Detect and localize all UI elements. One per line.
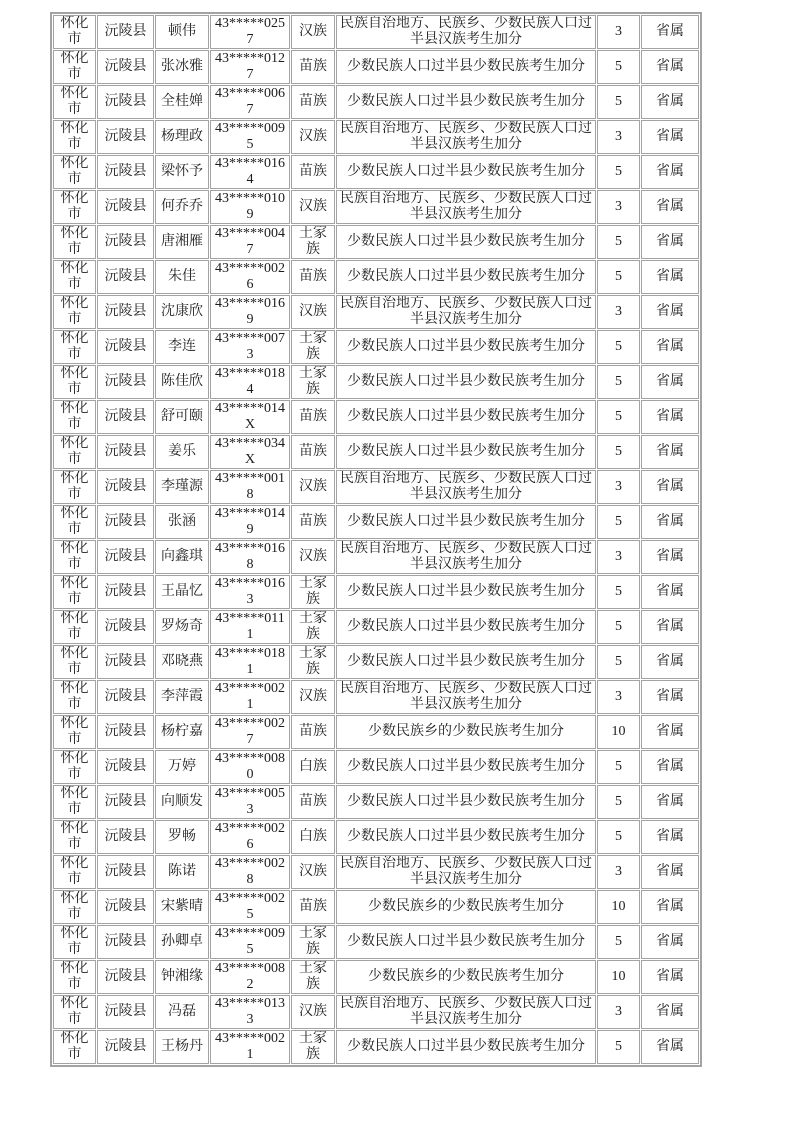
cell-city: 怀化市 [53, 365, 96, 399]
cell-student-name: 王晶忆 [155, 575, 209, 609]
cell-student-name: 孙卿卓 [155, 925, 209, 959]
cell-county: 沅陵县 [97, 855, 154, 889]
cell-ethnicity: 汉族 [291, 15, 335, 49]
cell-id-number: 43*****0021 [210, 1030, 290, 1064]
cell-bonus-points: 5 [597, 155, 640, 189]
cell-id-number: 43*****014X [210, 400, 290, 434]
cell-city: 怀化市 [53, 120, 96, 154]
table-row [53, 225, 699, 259]
cell-bonus-points: 3 [597, 680, 640, 714]
cell-student-name: 何乔乔 [155, 190, 209, 224]
cell-ethnicity: 土家族 [291, 330, 335, 364]
cell-student-name: 罗炀奇 [155, 610, 209, 644]
cell-bonus-reason: 少数民族人口过半县少数民族考生加分 [336, 1030, 596, 1064]
cell-county: 沅陵县 [97, 15, 154, 49]
cell-student-name: 罗畅 [155, 820, 209, 854]
cell-bonus-points: 5 [597, 50, 640, 84]
cell-city: 怀化市 [53, 15, 96, 49]
table-row [53, 120, 699, 154]
cell-bonus-points: 10 [597, 715, 640, 749]
cell-county: 沅陵县 [97, 1030, 154, 1064]
cell-bonus-points: 3 [597, 190, 640, 224]
cell-student-name: 唐湘雁 [155, 225, 209, 259]
cell-county: 沅陵县 [97, 575, 154, 609]
cell-affiliation: 省属 [641, 50, 699, 84]
cell-id-number: 43*****0169 [210, 295, 290, 329]
table-row [53, 155, 699, 189]
cell-ethnicity: 苗族 [291, 890, 335, 924]
cell-bonus-reason: 民族自治地方、民族乡、少数民族人口过半县汉族考生加分 [336, 190, 596, 224]
cell-bonus-points: 5 [597, 85, 640, 119]
cell-bonus-reason: 民族自治地方、民族乡、少数民族人口过半县汉族考生加分 [336, 470, 596, 504]
bonus-points-table [50, 12, 702, 1067]
cell-student-name: 李连 [155, 330, 209, 364]
cell-county: 沅陵县 [97, 540, 154, 574]
cell-affiliation: 省属 [641, 575, 699, 609]
cell-affiliation: 省属 [641, 225, 699, 259]
cell-city: 怀化市 [53, 50, 96, 84]
cell-bonus-reason: 少数民族人口过半县少数民族考生加分 [336, 575, 596, 609]
cell-student-name: 杨理政 [155, 120, 209, 154]
cell-id-number: 43*****0082 [210, 960, 290, 994]
cell-affiliation: 省属 [641, 295, 699, 329]
cell-id-number: 43*****0053 [210, 785, 290, 819]
cell-bonus-reason: 民族自治地方、民族乡、少数民族人口过半县汉族考生加分 [336, 995, 596, 1029]
table-row [53, 15, 699, 49]
cell-affiliation: 省属 [641, 785, 699, 819]
cell-student-name: 李瑾源 [155, 470, 209, 504]
cell-student-name: 梁怀予 [155, 155, 209, 189]
table-row [53, 610, 699, 644]
cell-bonus-reason: 民族自治地方、民族乡、少数民族人口过半县汉族考生加分 [336, 15, 596, 49]
table-row [53, 470, 699, 504]
cell-affiliation: 省属 [641, 855, 699, 889]
cell-bonus-reason: 少数民族人口过半县少数民族考生加分 [336, 330, 596, 364]
cell-ethnicity: 苗族 [291, 50, 335, 84]
cell-city: 怀化市 [53, 435, 96, 469]
cell-student-name: 沈康欣 [155, 295, 209, 329]
cell-student-name: 张涵 [155, 505, 209, 539]
cell-student-name: 姜乐 [155, 435, 209, 469]
table-row [53, 260, 699, 294]
cell-county: 沅陵县 [97, 750, 154, 784]
cell-bonus-reason: 少数民族人口过半县少数民族考生加分 [336, 645, 596, 679]
cell-id-number: 43*****0149 [210, 505, 290, 539]
cell-student-name: 王杨丹 [155, 1030, 209, 1064]
cell-city: 怀化市 [53, 785, 96, 819]
cell-bonus-points: 5 [597, 225, 640, 259]
cell-county: 沅陵县 [97, 435, 154, 469]
cell-bonus-reason: 少数民族人口过半县少数民族考生加分 [336, 155, 596, 189]
cell-bonus-reason: 少数民族人口过半县少数民族考生加分 [336, 925, 596, 959]
cell-ethnicity: 土家族 [291, 225, 335, 259]
cell-city: 怀化市 [53, 645, 96, 679]
cell-county: 沅陵县 [97, 960, 154, 994]
cell-ethnicity: 土家族 [291, 1030, 335, 1064]
cell-bonus-points: 5 [597, 575, 640, 609]
cell-county: 沅陵县 [97, 225, 154, 259]
cell-bonus-points: 5 [597, 750, 640, 784]
cell-bonus-points: 5 [597, 925, 640, 959]
table-row [53, 400, 699, 434]
cell-id-number: 43*****0164 [210, 155, 290, 189]
cell-ethnicity: 苗族 [291, 85, 335, 119]
table-row [53, 750, 699, 784]
cell-county: 沅陵县 [97, 820, 154, 854]
cell-bonus-points: 3 [597, 855, 640, 889]
cell-bonus-reason: 少数民族人口过半县少数民族考生加分 [336, 260, 596, 294]
cell-ethnicity: 白族 [291, 820, 335, 854]
cell-id-number: 43*****0095 [210, 120, 290, 154]
cell-id-number: 43*****0095 [210, 925, 290, 959]
table-row [53, 925, 699, 959]
cell-bonus-reason: 少数民族人口过半县少数民族考生加分 [336, 820, 596, 854]
cell-affiliation: 省属 [641, 680, 699, 714]
table-row [53, 575, 699, 609]
cell-ethnicity: 汉族 [291, 295, 335, 329]
cell-city: 怀化市 [53, 505, 96, 539]
cell-bonus-reason: 少数民族人口过半县少数民族考生加分 [336, 400, 596, 434]
cell-id-number: 43*****0184 [210, 365, 290, 399]
cell-id-number: 43*****0257 [210, 15, 290, 49]
cell-ethnicity: 汉族 [291, 540, 335, 574]
cell-ethnicity: 苗族 [291, 505, 335, 539]
cell-affiliation: 省属 [641, 435, 699, 469]
cell-bonus-reason: 少数民族人口过半县少数民族考生加分 [336, 610, 596, 644]
cell-city: 怀化市 [53, 575, 96, 609]
cell-ethnicity: 汉族 [291, 855, 335, 889]
cell-affiliation: 省属 [641, 820, 699, 854]
cell-student-name: 全桂婵 [155, 85, 209, 119]
cell-city: 怀化市 [53, 960, 96, 994]
table-row [53, 680, 699, 714]
cell-id-number: 43*****0127 [210, 50, 290, 84]
cell-bonus-points: 5 [597, 260, 640, 294]
cell-city: 怀化市 [53, 260, 96, 294]
cell-bonus-reason: 民族自治地方、民族乡、少数民族人口过半县汉族考生加分 [336, 680, 596, 714]
cell-bonus-points: 5 [597, 365, 640, 399]
table-row [53, 330, 699, 364]
cell-student-name: 张冰雅 [155, 50, 209, 84]
cell-bonus-points: 10 [597, 960, 640, 994]
cell-id-number: 43*****0163 [210, 575, 290, 609]
cell-id-number: 43*****0133 [210, 995, 290, 1029]
cell-affiliation: 省属 [641, 470, 699, 504]
cell-county: 沅陵县 [97, 610, 154, 644]
cell-student-name: 向鑫琪 [155, 540, 209, 574]
cell-bonus-points: 3 [597, 295, 640, 329]
cell-city: 怀化市 [53, 995, 96, 1029]
cell-county: 沅陵县 [97, 680, 154, 714]
cell-county: 沅陵县 [97, 505, 154, 539]
cell-city: 怀化市 [53, 330, 96, 364]
cell-county: 沅陵县 [97, 890, 154, 924]
cell-county: 沅陵县 [97, 260, 154, 294]
cell-county: 沅陵县 [97, 190, 154, 224]
cell-ethnicity: 土家族 [291, 365, 335, 399]
cell-city: 怀化市 [53, 470, 96, 504]
cell-student-name: 冯磊 [155, 995, 209, 1029]
cell-county: 沅陵县 [97, 995, 154, 1029]
cell-affiliation: 省属 [641, 365, 699, 399]
cell-affiliation: 省属 [641, 750, 699, 784]
cell-ethnicity: 土家族 [291, 645, 335, 679]
cell-id-number: 43*****0073 [210, 330, 290, 364]
cell-id-number: 43*****0080 [210, 750, 290, 784]
cell-student-name: 宋紫晴 [155, 890, 209, 924]
table-row [53, 190, 699, 224]
bonus-points-table-body [53, 15, 699, 1064]
cell-city: 怀化市 [53, 400, 96, 434]
cell-affiliation: 省属 [641, 715, 699, 749]
cell-city: 怀化市 [53, 85, 96, 119]
cell-bonus-points: 5 [597, 330, 640, 364]
cell-city: 怀化市 [53, 855, 96, 889]
cell-city: 怀化市 [53, 820, 96, 854]
cell-student-name: 朱佳 [155, 260, 209, 294]
cell-id-number: 43*****0168 [210, 540, 290, 574]
table-row [53, 365, 699, 399]
cell-bonus-points: 3 [597, 995, 640, 1029]
cell-student-name: 钟湘缘 [155, 960, 209, 994]
cell-student-name: 舒可颐 [155, 400, 209, 434]
cell-bonus-points: 5 [597, 610, 640, 644]
cell-bonus-points: 5 [597, 435, 640, 469]
cell-id-number: 43*****0021 [210, 680, 290, 714]
cell-affiliation: 省属 [641, 1030, 699, 1064]
cell-bonus-points: 5 [597, 505, 640, 539]
table-row [53, 960, 699, 994]
table-row [53, 540, 699, 574]
cell-affiliation: 省属 [641, 925, 699, 959]
cell-county: 沅陵县 [97, 785, 154, 819]
cell-county: 沅陵县 [97, 50, 154, 84]
cell-affiliation: 省属 [641, 995, 699, 1029]
table-row [53, 435, 699, 469]
cell-city: 怀化市 [53, 190, 96, 224]
cell-ethnicity: 苗族 [291, 155, 335, 189]
cell-affiliation: 省属 [641, 540, 699, 574]
table-row [53, 295, 699, 329]
cell-bonus-reason: 少数民族人口过半县少数民族考生加分 [336, 50, 596, 84]
cell-county: 沅陵县 [97, 155, 154, 189]
cell-bonus-points: 5 [597, 1030, 640, 1064]
table-row [53, 995, 699, 1029]
cell-bonus-reason: 少数民族乡的少数民族考生加分 [336, 715, 596, 749]
cell-bonus-points: 3 [597, 15, 640, 49]
cell-bonus-reason: 民族自治地方、民族乡、少数民族人口过半县汉族考生加分 [336, 295, 596, 329]
cell-id-number: 43*****0067 [210, 85, 290, 119]
cell-ethnicity: 汉族 [291, 120, 335, 154]
cell-affiliation: 省属 [641, 260, 699, 294]
cell-bonus-reason: 少数民族乡的少数民族考生加分 [336, 960, 596, 994]
cell-affiliation: 省属 [641, 330, 699, 364]
cell-student-name: 陈佳欣 [155, 365, 209, 399]
cell-id-number: 43*****0181 [210, 645, 290, 679]
cell-affiliation: 省属 [641, 15, 699, 49]
cell-ethnicity: 土家族 [291, 575, 335, 609]
cell-county: 沅陵县 [97, 295, 154, 329]
cell-ethnicity: 汉族 [291, 470, 335, 504]
cell-county: 沅陵县 [97, 365, 154, 399]
cell-bonus-points: 5 [597, 820, 640, 854]
cell-bonus-points: 5 [597, 400, 640, 434]
cell-affiliation: 省属 [641, 400, 699, 434]
cell-student-name: 向顺发 [155, 785, 209, 819]
cell-student-name: 李萍霞 [155, 680, 209, 714]
cell-id-number: 43*****0018 [210, 470, 290, 504]
cell-city: 怀化市 [53, 890, 96, 924]
cell-bonus-points: 3 [597, 540, 640, 574]
cell-city: 怀化市 [53, 715, 96, 749]
cell-id-number: 43*****0025 [210, 890, 290, 924]
cell-ethnicity: 苗族 [291, 785, 335, 819]
cell-ethnicity: 土家族 [291, 925, 335, 959]
cell-ethnicity: 汉族 [291, 995, 335, 1029]
cell-county: 沅陵县 [97, 715, 154, 749]
cell-city: 怀化市 [53, 610, 96, 644]
cell-id-number: 43*****034X [210, 435, 290, 469]
cell-county: 沅陵县 [97, 400, 154, 434]
cell-ethnicity: 苗族 [291, 715, 335, 749]
cell-ethnicity: 苗族 [291, 260, 335, 294]
cell-affiliation: 省属 [641, 120, 699, 154]
cell-id-number: 43*****0028 [210, 855, 290, 889]
cell-ethnicity: 苗族 [291, 435, 335, 469]
cell-city: 怀化市 [53, 680, 96, 714]
cell-ethnicity: 汉族 [291, 190, 335, 224]
cell-id-number: 43*****0111 [210, 610, 290, 644]
cell-bonus-reason: 民族自治地方、民族乡、少数民族人口过半县汉族考生加分 [336, 540, 596, 574]
table-row [53, 645, 699, 679]
cell-affiliation: 省属 [641, 610, 699, 644]
table-row [53, 855, 699, 889]
cell-ethnicity: 白族 [291, 750, 335, 784]
table-row [53, 890, 699, 924]
cell-bonus-points: 10 [597, 890, 640, 924]
cell-county: 沅陵县 [97, 85, 154, 119]
cell-affiliation: 省属 [641, 645, 699, 679]
cell-county: 沅陵县 [97, 330, 154, 364]
cell-city: 怀化市 [53, 925, 96, 959]
cell-county: 沅陵县 [97, 645, 154, 679]
cell-ethnicity: 苗族 [291, 400, 335, 434]
cell-bonus-reason: 民族自治地方、民族乡、少数民族人口过半县汉族考生加分 [336, 120, 596, 154]
cell-student-name: 陈诺 [155, 855, 209, 889]
table-row [53, 715, 699, 749]
table-row [53, 1030, 699, 1064]
cell-county: 沅陵县 [97, 925, 154, 959]
cell-bonus-reason: 少数民族人口过半县少数民族考生加分 [336, 505, 596, 539]
cell-bonus-points: 3 [597, 470, 640, 504]
cell-city: 怀化市 [53, 295, 96, 329]
cell-affiliation: 省属 [641, 960, 699, 994]
table-row [53, 85, 699, 119]
cell-county: 沅陵县 [97, 470, 154, 504]
cell-id-number: 43*****0047 [210, 225, 290, 259]
table-row [53, 505, 699, 539]
cell-bonus-points: 3 [597, 120, 640, 154]
cell-ethnicity: 汉族 [291, 680, 335, 714]
table-row [53, 50, 699, 84]
cell-affiliation: 省属 [641, 890, 699, 924]
cell-student-name: 杨柠嘉 [155, 715, 209, 749]
cell-bonus-reason: 少数民族人口过半县少数民族考生加分 [336, 225, 596, 259]
table-row [53, 820, 699, 854]
cell-id-number: 43*****0109 [210, 190, 290, 224]
cell-city: 怀化市 [53, 225, 96, 259]
cell-city: 怀化市 [53, 540, 96, 574]
cell-bonus-reason: 少数民族人口过半县少数民族考生加分 [336, 435, 596, 469]
table-row [53, 785, 699, 819]
cell-student-name: 顿伟 [155, 15, 209, 49]
cell-city: 怀化市 [53, 1030, 96, 1064]
cell-county: 沅陵县 [97, 120, 154, 154]
cell-bonus-reason: 少数民族人口过半县少数民族考生加分 [336, 85, 596, 119]
cell-affiliation: 省属 [641, 505, 699, 539]
cell-bonus-reason: 民族自治地方、民族乡、少数民族人口过半县汉族考生加分 [336, 855, 596, 889]
cell-bonus-points: 5 [597, 785, 640, 819]
cell-bonus-reason: 少数民族人口过半县少数民族考生加分 [336, 750, 596, 784]
cell-student-name: 邓晓燕 [155, 645, 209, 679]
cell-city: 怀化市 [53, 155, 96, 189]
cell-city: 怀化市 [53, 750, 96, 784]
cell-affiliation: 省属 [641, 85, 699, 119]
cell-id-number: 43*****0026 [210, 820, 290, 854]
cell-bonus-reason: 少数民族人口过半县少数民族考生加分 [336, 785, 596, 819]
cell-ethnicity: 土家族 [291, 610, 335, 644]
cell-affiliation: 省属 [641, 155, 699, 189]
cell-affiliation: 省属 [641, 190, 699, 224]
cell-bonus-reason: 少数民族乡的少数民族考生加分 [336, 890, 596, 924]
cell-id-number: 43*****0027 [210, 715, 290, 749]
cell-bonus-points: 5 [597, 645, 640, 679]
cell-bonus-reason: 少数民族人口过半县少数民族考生加分 [336, 365, 596, 399]
cell-id-number: 43*****0026 [210, 260, 290, 294]
cell-student-name: 万婷 [155, 750, 209, 784]
cell-ethnicity: 土家族 [291, 960, 335, 994]
